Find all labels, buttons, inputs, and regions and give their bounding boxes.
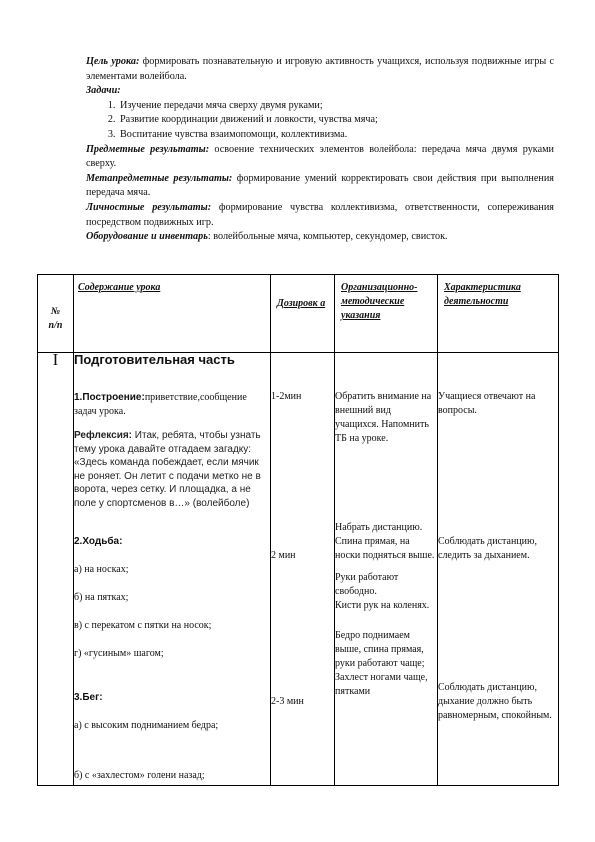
block1-org: Обратить внимание на внешний вид учащихся. Напомнить ТБ на уроке.: [335, 391, 432, 444]
block2-org-line: Руки работают свободно.: [335, 572, 399, 597]
header-number: № п/п: [38, 275, 74, 353]
walking-item: а) на носках;: [74, 564, 129, 575]
walking-item: г) «гусиным» шагом;: [74, 648, 164, 659]
block3-dosage: 2-3 мин: [271, 696, 304, 707]
meta-results-text: формирование умений корректировать свои действия при выполнения передача мяча.: [86, 172, 554, 199]
block2-dosage: 2 мин: [271, 550, 296, 561]
header-dosage: Дозировк а: [271, 275, 335, 353]
section-number: I: [38, 353, 74, 786]
block2-org-line: Набрать дистанцию.: [335, 522, 423, 533]
personal-results-paragraph: [86, 201, 554, 230]
reflection-paragraph: Рефлексия: Итак, ребята, чтобы узнать тему урока давайте отгадаем загадку: «Здесь команда побеждает, если мячик не роняет. Он летит с подачи метко не в ворота, через сетку. И площадка, а не поле у спортсменов в…» (волейболе): [74, 430, 261, 509]
subject-results-label: Предметные результаты:: [86, 143, 210, 155]
header-org-instructions: Организационно-методические указания: [335, 275, 438, 353]
dosage-cell: [271, 353, 335, 786]
block2-org-line: Кисти рук на коленях.: [335, 600, 430, 611]
equipment-label: Оборудование и инвентарь: [86, 231, 208, 243]
block2-org-line: Спина прямая, на носки подняться выше.: [335, 536, 435, 561]
walking-item: б) на пятках;: [74, 592, 129, 603]
block3-characteristic: Соблюдать дистанцию, дыхание должно быть равномерным, спокойным.: [438, 682, 552, 721]
personal-results-text: формирование чувства коллективизма, ответственности, сопереживания посредством подвижных игр.: [86, 201, 554, 228]
block2-characteristic: Соблюдать дистанцию, следить за дыханием.: [438, 536, 537, 561]
meta-results-label: Метапредметные результаты:: [86, 172, 233, 184]
goal-paragraph: [86, 55, 554, 84]
lesson-intro: [86, 55, 554, 245]
table-row: [38, 353, 559, 786]
org-instructions-cell: [335, 353, 438, 786]
running-item: а) с высоким подниманием бедра;: [74, 720, 219, 731]
block1-dosage: 1-2мин: [271, 391, 302, 402]
personal-results-label: Личностные результаты:: [86, 201, 212, 213]
block3-org: Бедро поднимаем выше, спина прямая, руки работают чаще; Захлест ногами чаще, пятками: [335, 630, 428, 697]
content-cell: [74, 353, 271, 786]
header-characteristic: Характеристика деятельности: [438, 275, 559, 353]
task-item: 3. Воспитание чувства взаимопомощи, коллективизма.: [118, 128, 554, 143]
task-item: 2. Развитие координации движений и ловкости, чувства мяча;: [118, 113, 554, 128]
characteristic-cell: [438, 353, 559, 786]
walking-item: в) с перекатом с пятки на носок;: [74, 620, 212, 631]
lesson-table: [37, 274, 559, 786]
tasks-list: [86, 99, 554, 143]
task-item: 1. Изучение передачи мяча сверху двумя руками;: [118, 99, 554, 114]
tasks-label: Задачи:: [86, 85, 121, 97]
header-content: Содержание урока: [74, 275, 271, 353]
equipment-text: : волейбольные мяча, компьютер, секундомер, свисток.: [207, 231, 448, 243]
block3-title: 3.Бег:: [74, 692, 103, 703]
section-title: Подготовительная часть: [74, 352, 235, 367]
block1-title: 1.Построение:приветствие,сообщение задач урока.: [74, 392, 247, 417]
table-header-row: [38, 275, 559, 353]
running-item: б) с «захлестом» голени назад;: [74, 770, 205, 781]
goal-label: Цель урока:: [86, 56, 140, 67]
subject-results-paragraph: [86, 143, 554, 172]
meta-results-paragraph: [86, 172, 554, 201]
equipment-paragraph: [86, 230, 554, 245]
goal-text: формировать познавательную и игровую активность учащихся, используя подвижные игры с элементами волейбола.: [86, 56, 554, 82]
tasks-heading: [86, 84, 554, 99]
block2-title: 2.Ходьба:: [74, 536, 123, 547]
subject-results-text: освоение технических элементов волейбола: передача мяча двумя руками сверху.: [86, 143, 555, 170]
block1-characteristic: Учащиеся отвечают на вопросы.: [438, 391, 536, 416]
